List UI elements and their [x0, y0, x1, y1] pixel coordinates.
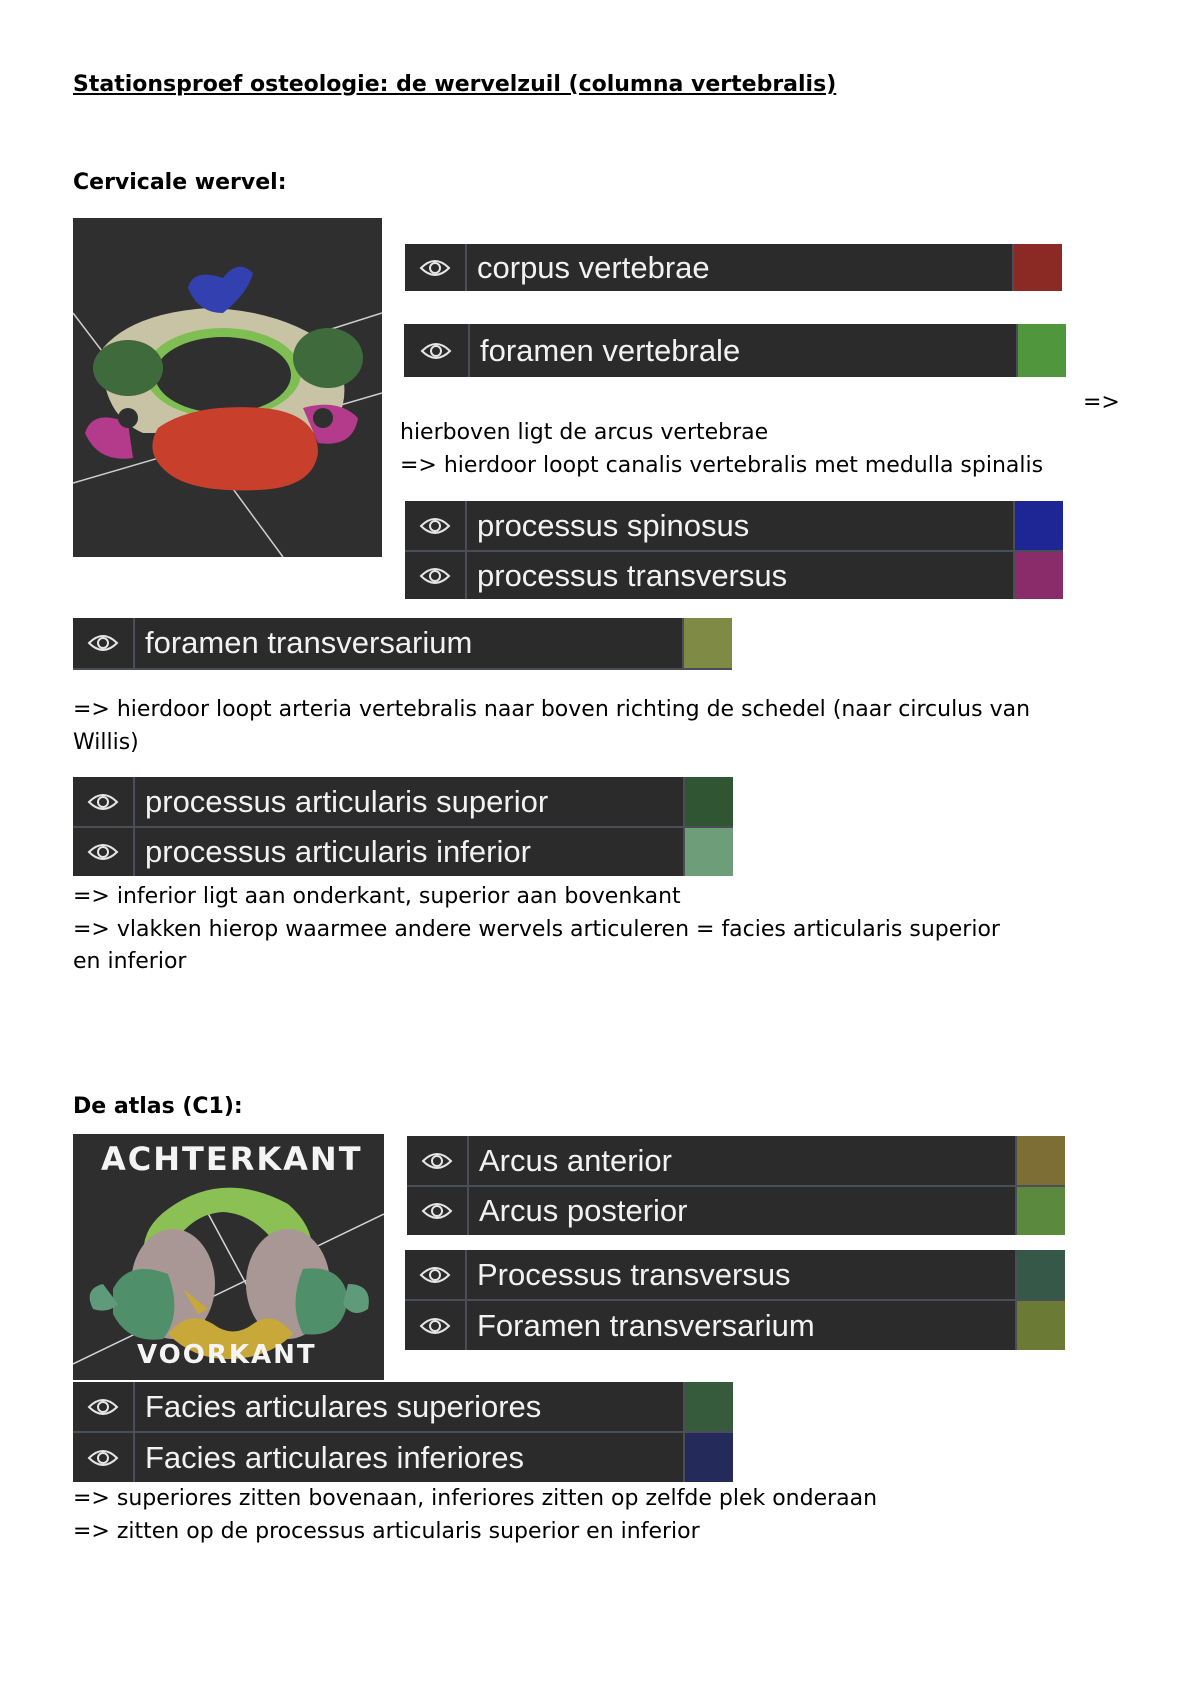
color-swatch	[1017, 1301, 1065, 1350]
page-title: Stationsproef osteologie: de wervelzuil (columna vertebralis)	[73, 72, 837, 97]
eye-icon[interactable]	[405, 501, 467, 550]
eye-icon[interactable]	[405, 1250, 467, 1299]
legend-label: Facies articulares inferiores	[135, 1433, 685, 1482]
eye-icon[interactable]	[405, 552, 467, 599]
legend-label: Arcus anterior	[469, 1136, 1017, 1185]
note-arteria-line1: => hierdoor loopt arteria vertebralis naar boven richting de schedel (naar circulus van	[73, 697, 1031, 722]
note-vlakken-line2: en inferior	[73, 949, 187, 974]
legend-processus-articularis-superior	[73, 777, 733, 828]
color-swatch	[1015, 552, 1063, 599]
legend-label: Foramen transversarium	[467, 1301, 1017, 1350]
legend-label: Processus transversus	[467, 1250, 1017, 1299]
legend-label: foramen transversarium	[135, 618, 684, 668]
color-swatch	[685, 1433, 733, 1482]
eye-icon[interactable]	[73, 1433, 135, 1482]
legend-processus-spinosus	[405, 501, 1063, 552]
color-swatch	[685, 777, 733, 826]
legend-processus-articularis-inferior	[73, 828, 733, 876]
legend-label: processus transversus	[467, 552, 1015, 599]
note-arteria-line2: Willis)	[73, 730, 139, 755]
eye-icon[interactable]	[407, 1136, 469, 1185]
eye-icon[interactable]	[407, 1187, 469, 1235]
legend-label: corpus vertebrae	[467, 244, 1014, 291]
color-swatch	[685, 828, 733, 876]
eye-icon[interactable]	[73, 618, 135, 668]
color-swatch	[1015, 501, 1063, 550]
eye-icon[interactable]	[405, 244, 467, 291]
eye-icon[interactable]	[73, 1382, 135, 1431]
legend-foramen-transversarium	[73, 618, 732, 670]
section-heading-atlas: De atlas (C1):	[73, 1094, 243, 1119]
color-swatch	[1017, 1187, 1065, 1235]
note-zitten-op: => zitten op de processus articularis superior en inferior	[73, 1519, 700, 1544]
color-swatch	[684, 618, 732, 668]
note-inferior: => inferior ligt aan onderkant, superior aan bovenkant	[73, 884, 681, 909]
legend-facies-articulares-inferiores	[73, 1433, 733, 1482]
color-swatch	[1014, 244, 1062, 291]
legend-facies-articulares-superiores	[73, 1382, 733, 1433]
note-arcus: hierboven ligt de arcus vertebrae	[400, 420, 769, 445]
legend-foramen-transversarium-atlas	[405, 1301, 1065, 1350]
color-swatch	[685, 1382, 733, 1431]
legend-foramen-vertebrale	[404, 324, 1066, 377]
eye-icon[interactable]	[405, 1301, 467, 1350]
legend-label: processus articularis superior	[135, 777, 685, 826]
image-label-achterkant: ACHTERKANT	[101, 1140, 363, 1178]
legend-arcus-anterior	[407, 1136, 1065, 1187]
note-vlakken-line1: => vlakken hierop waarmee andere wervels articuleren = facies articularis superior	[73, 917, 1000, 942]
legend-label: Arcus posterior	[469, 1187, 1017, 1235]
legend-arcus-posterior	[407, 1187, 1065, 1235]
color-swatch	[1018, 324, 1066, 377]
section-heading-cervicale: Cervicale wervel:	[73, 170, 287, 195]
legend-label: processus spinosus	[467, 501, 1015, 550]
legend-label: Facies articulares superiores	[135, 1382, 685, 1431]
color-swatch	[1017, 1136, 1065, 1185]
cervical-vertebra-image	[73, 218, 382, 557]
legend-processus-transversus	[405, 552, 1063, 599]
legend-label: foramen vertebrale	[470, 324, 1018, 377]
note-superiores: => superiores zitten bovenaan, inferiores zitten op zelfde plek onderaan	[73, 1486, 878, 1511]
eye-icon[interactable]	[404, 324, 470, 377]
image-label-voorkant: VOORKANT	[137, 1340, 317, 1370]
legend-label: processus articularis inferior	[135, 828, 685, 876]
eye-icon[interactable]	[73, 777, 135, 826]
legend-processus-transversus-atlas	[405, 1250, 1065, 1301]
note-arrow: =>	[1083, 390, 1120, 415]
atlas-image	[73, 1134, 384, 1380]
legend-corpus-vertebrae	[405, 244, 1062, 291]
eye-icon[interactable]	[73, 828, 135, 876]
color-swatch	[1017, 1250, 1065, 1299]
note-canalis: => hierdoor loopt canalis vertebralis met medulla spinalis	[400, 453, 1044, 478]
